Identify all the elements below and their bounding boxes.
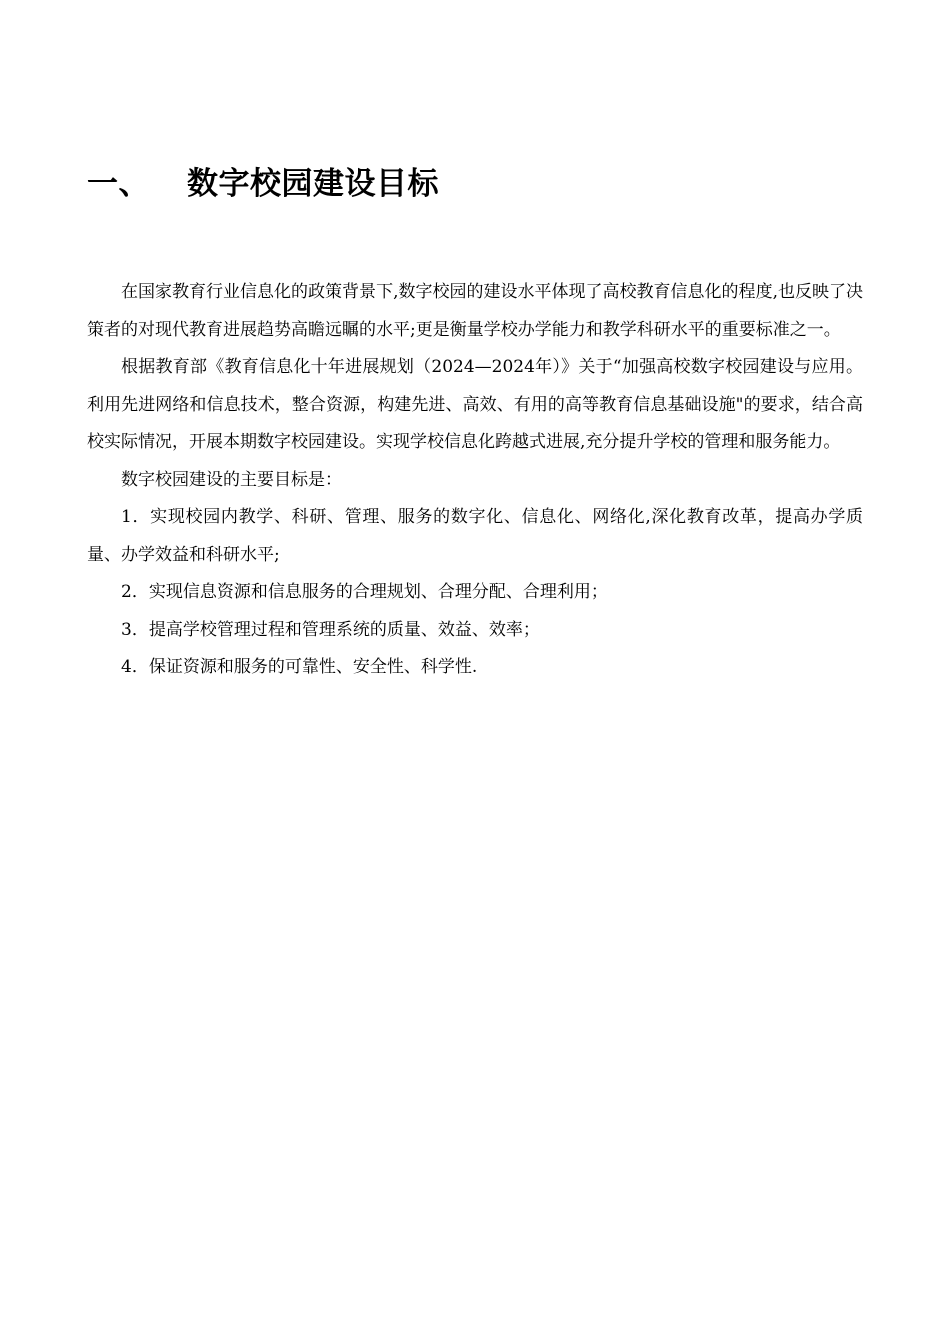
list-item-goal-4: 4．保证资源和服务的可靠性、安全性、科学性. [121, 657, 478, 677]
list-item-goal-2: 2．实现信息资源和信息服务的合理规划、合理分配、合理利用； [121, 582, 608, 602]
section-number: 一、 [87, 165, 150, 202]
paragraph-intro: 在国家教育行业信息化的政策背景下,数字校园的建设水平体现了高校教育信息化的程度,也反映了决策者的对现代教育进展趋势高瞻远瞩的水平;更是衡量学校办学能力和教学科研水平的重要标准之一。 [87, 282, 863, 340]
section-heading [87, 158, 439, 202]
document-body [87, 274, 863, 687]
paragraph-basis: 根据教育部《教育信息化十年进展规划（2024—2024年）》关于“加强高校数字校园建设与应用。利用先进网络和信息技术，整合资源，构建先进、高效、有用的高等教育信息基础设施"的要求，结合高校实际情况，开展本期数字校园建设。实现学校信息化跨越式进展,充分提升学校的管理和服务能力。 [87, 357, 863, 452]
list-item-goal-3: 3．提高学校管理过程和管理系统的质量、效益、效率； [121, 619, 540, 640]
section-title: 数字校园建设目标 [187, 165, 439, 202]
paragraph-goals-lead: 数字校园建设的主要目标是： [121, 469, 342, 490]
list-item-goal-1: 1．实现校园内教学、科研、管理、服务的数字化、信息化、网络化,深化教育改革，提高办学质量、办学效益和科研水平; [87, 507, 863, 565]
